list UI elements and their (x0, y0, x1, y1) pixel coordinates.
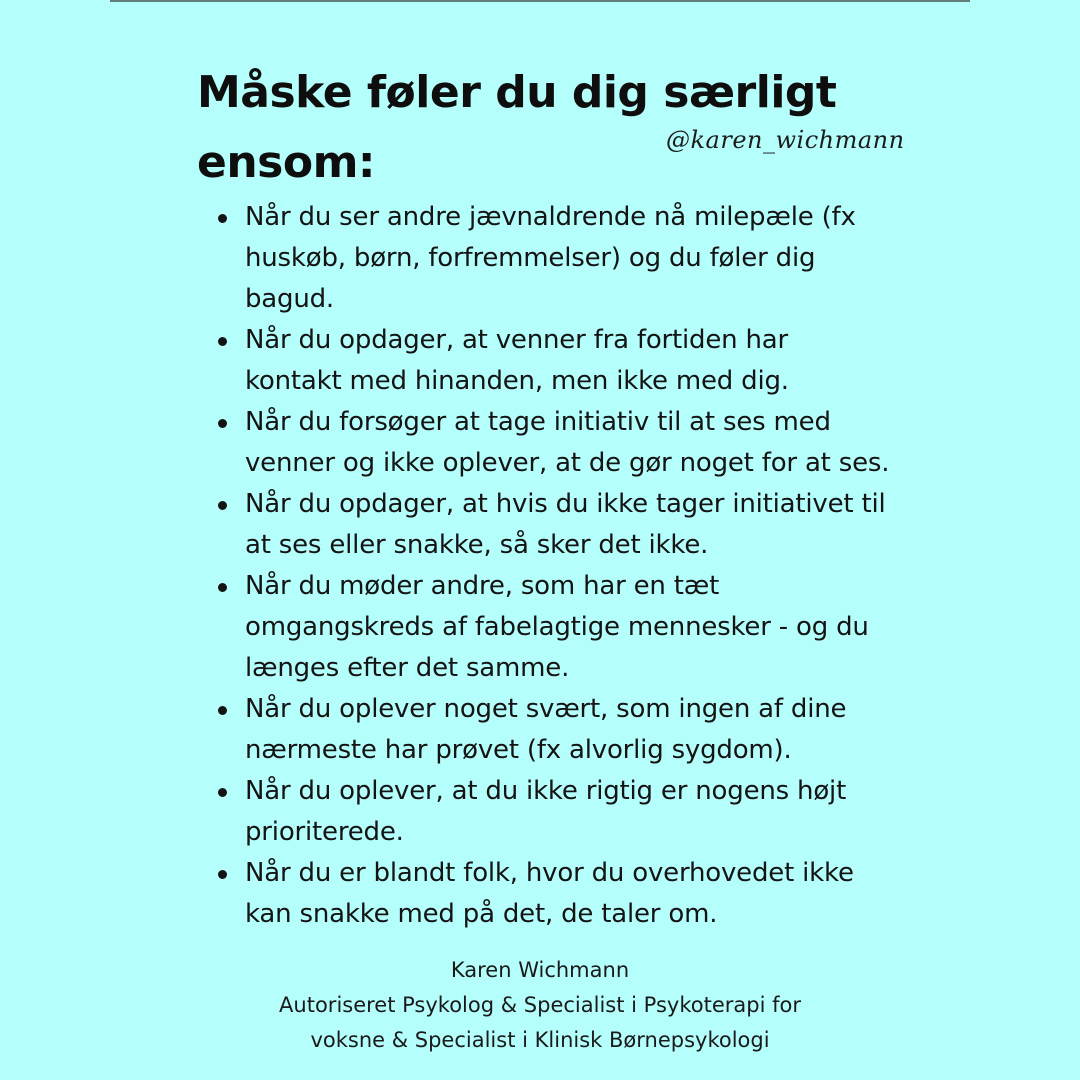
bullet-list (245, 197, 945, 935)
list-item: Når du opdager, at venner fra fortiden har kontakt med hinanden, men ikke med dig. (245, 320, 945, 402)
author-handle-signature: @karen_wichmann (666, 126, 905, 154)
top-divider (110, 0, 970, 2)
list-item: Når du forsøger at tage initiativ til at ses med venner og ikke oplever, at de gør noget for at ses. (245, 402, 945, 484)
list-item: Når du oplever, at du ikke rigtig er nogens højt prioriterede. (245, 771, 945, 853)
title-line-1: Måske føler du dig særligt (197, 67, 837, 118)
list-item: Når du ser andre jævnaldrende nå milepæle (fx huskøb, børn, forfremmelser) og du føler dig bagud. (245, 197, 945, 320)
author-name: Karen Wichmann (450, 958, 630, 982)
author-title-line-2: voksne & Specialist i Klinisk Børnepsykologi (310, 1028, 770, 1052)
author-credit (140, 953, 940, 1058)
title-line-2: ensom: (197, 137, 376, 188)
author-title-line-1: Autoriseret Psykolog & Specialist i Psykoterapi for (279, 993, 801, 1017)
list-item: Når du oplever noget svært, som ingen af dine nærmeste har prøvet (fx alvorlig sygdom). (245, 689, 945, 771)
list-item: Når du opdager, at hvis du ikke tager initiativet til at ses eller snakke, så sker det ikke. (245, 484, 945, 566)
list-item: Når du møder andre, som har en tæt omgangskreds af fabelagtige mennesker - og du længes efter det samme. (245, 566, 945, 689)
list-item: Når du er blandt folk, hvor du overhovedet ikke kan snakke med på det, de taler om. (245, 853, 945, 935)
